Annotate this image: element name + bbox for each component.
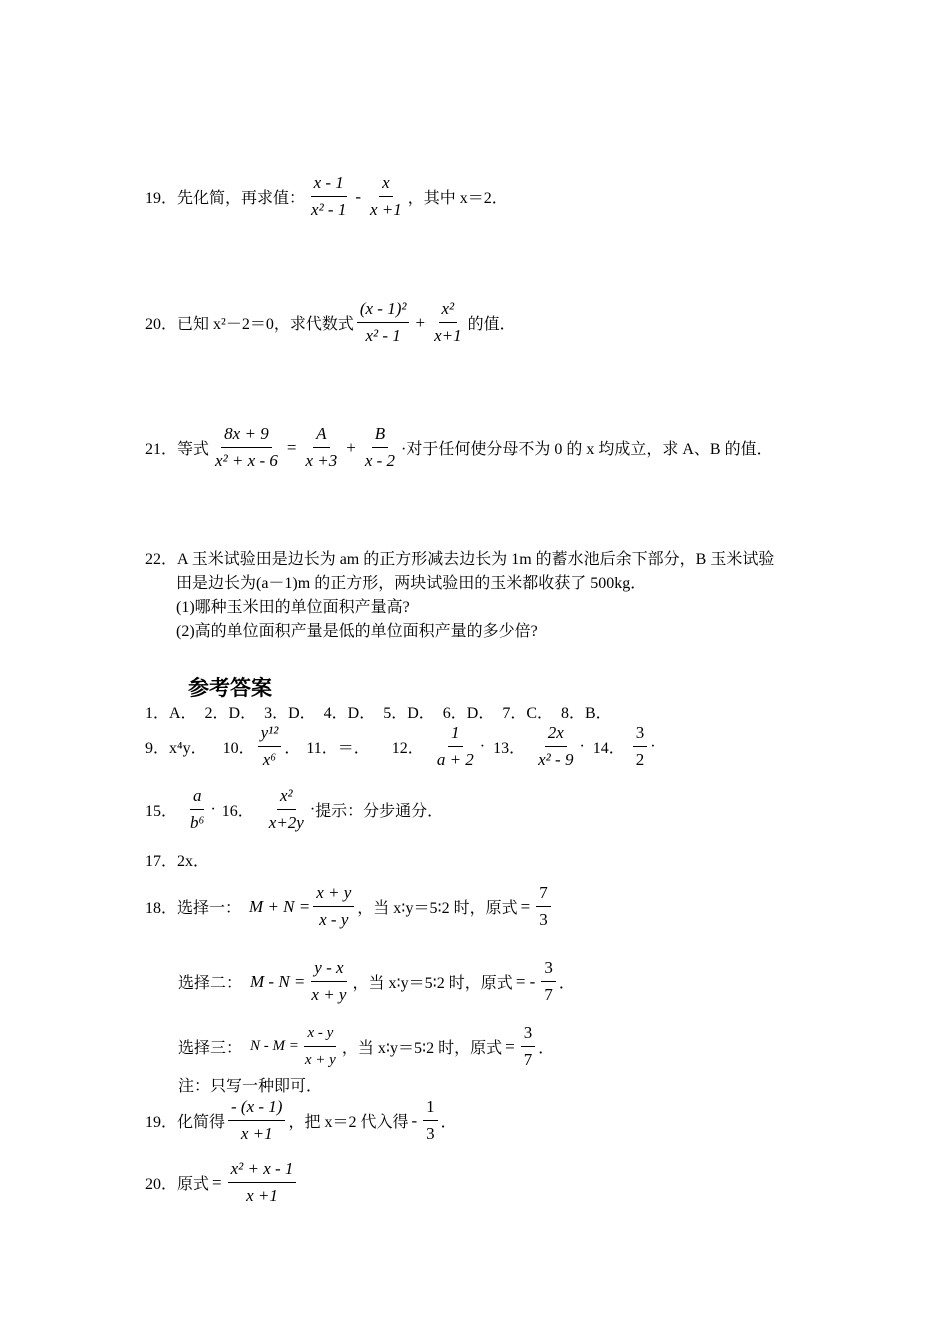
hint-text: 提示：分步通分． [315, 803, 444, 820]
fraction: $\frac{\text{(x - 1)²}}{\text{x² - 1}}$ [357, 298, 410, 347]
choice-label: 选择三： [178, 1040, 243, 1057]
answer-text: 17．2x． [145, 853, 210, 870]
choice-label: 选择二： [178, 975, 243, 992]
note-text: 注：只写一种即可． [178, 1078, 323, 1095]
answer-13: 13． [493, 740, 526, 757]
punct: · [309, 800, 316, 818]
punct: ． [558, 975, 575, 992]
operator: = [505, 1036, 515, 1056]
question-text: ，其中 x＝2． [407, 190, 508, 207]
fraction: $\frac{1}{a + 2}$ [436, 723, 474, 769]
answer-18-choice-3 [178, 1022, 554, 1071]
punct: ． [538, 1040, 555, 1057]
answer-20 [145, 1158, 299, 1207]
fraction: $\frac{7}{3}$ [536, 882, 551, 931]
fraction: $\frac{- (x - 1)}{x +1}$ [228, 1096, 285, 1145]
fraction: $\frac{8x + 9}{\text{x² + x - 6}}$ [215, 424, 278, 470]
operator: - [355, 186, 362, 206]
fraction: $\frac{x}{x +1}$ [370, 173, 402, 219]
question-number: 21． [145, 441, 178, 458]
answer-12: 12． [391, 740, 424, 757]
operator: + [346, 437, 356, 457]
fraction: $\frac{1}{3}$ [423, 1096, 438, 1145]
answers-row-9-14 [145, 722, 656, 771]
question-21 [145, 423, 773, 472]
fraction: $\frac{3}{7}$ [541, 957, 556, 1006]
question-number: 22． [145, 551, 178, 568]
answer-18-choice-1 [145, 882, 554, 931]
punct: · [210, 800, 216, 818]
answer-18: 18． [145, 900, 178, 917]
question-text: 已知 x²－2＝0，求代数式 [177, 316, 354, 333]
choice-label: 选择一： [177, 900, 242, 917]
question-text: 田是边长为(a－1)m 的正方形，两块试验田的玉米都收获了 500kg． [176, 575, 647, 592]
fraction: $\frac{2x}{\text{x² - 9}}$ [538, 723, 574, 769]
fraction: $\frac{3}{7}$ [521, 1022, 536, 1071]
answer-text: 19．化简得 [145, 1114, 226, 1131]
question-number: 20． [145, 316, 178, 333]
fraction: $\frac{B}{x - 2}$ [364, 424, 396, 470]
fraction: $\frac{\text{x² + x - 1}}{x +1}$ [228, 1158, 297, 1207]
fraction: $\frac{y - x}{x + y}$ [311, 958, 347, 1004]
punct: · [579, 737, 585, 755]
question-text: 的值． [467, 316, 516, 333]
punct: · [479, 737, 486, 755]
answer-16: 16． [221, 803, 254, 820]
question-text: 等式 [177, 441, 210, 458]
operator: = [286, 437, 297, 457]
question-subpart: (1)哪种玉米田的单位面积产量高? [176, 599, 410, 616]
punct: ． [440, 1114, 457, 1131]
fraction: $\frac{\text{y¹²}}{\text{x⁶}}$ [258, 722, 282, 771]
condition-text: ，当 x∶y＝5∶2 时，原式 [357, 900, 518, 917]
punct: · [650, 737, 656, 755]
condition-text: ，当 x∶y＝5∶2 时，原式 [352, 975, 513, 992]
question-22 [145, 548, 774, 644]
question-number: 19． [145, 190, 178, 207]
answer-text: ，把 x＝2 代入得 [288, 1114, 409, 1131]
answer-14: 14． [592, 740, 625, 757]
fraction: $\frac{x - y}{x + y}$ [302, 1022, 339, 1071]
operator: = - [515, 971, 536, 991]
fraction: $\frac{\text{x²}}{x+2y}$ [268, 786, 304, 832]
answer-19 [145, 1096, 457, 1145]
answer-10: 10． [222, 740, 255, 757]
answer-11: 11．＝． [306, 740, 370, 757]
question-text: 先化简，再求值： [177, 190, 306, 207]
fraction: $\frac{3}{2}$ [633, 722, 648, 771]
fraction: $\frac{x + y}{x - y}$ [313, 882, 354, 931]
operator: = [212, 1172, 222, 1192]
operator: - [411, 1110, 418, 1130]
answer-text: 1．A． 2．D． 3．D． 4．D． 5．D． 6．D． 7．C． 8．B． [145, 705, 612, 722]
fraction: $\frac{A}{x +3}$ [305, 424, 338, 470]
question-text: A 玉米试验田是边长为 am 的正方形减去边长为 1m 的蓄水池后余下部分，B 玉米试验 [177, 551, 775, 568]
answer-text: 20．原式 [145, 1176, 210, 1193]
answer-15: 15． [145, 803, 178, 820]
operator: = [520, 896, 531, 916]
expression: N - M = [250, 1038, 299, 1054]
answers-heading: 参考答案 [188, 676, 272, 700]
question-20 [145, 298, 516, 347]
answers-row-1-8 [145, 700, 612, 723]
condition-text: ，当 x∶y＝5∶2 时，原式 [341, 1040, 503, 1057]
question-subpart: (2)高的单位面积产量是低的单位面积产量的多少倍? [176, 623, 538, 640]
answer-17 [145, 848, 209, 871]
question-19 [145, 172, 508, 221]
fraction: $\frac{\text{x²}}{x+1}$ [434, 299, 462, 345]
answer-18-note [178, 1073, 322, 1096]
punct: ． [284, 740, 301, 757]
fraction: $\frac{a}{\text{b⁶}}$ [190, 786, 205, 832]
answer-9: 9．x⁴y． [145, 740, 207, 757]
operator: + [415, 312, 426, 332]
answer-18-choice-2 [178, 957, 575, 1006]
question-text: ·对于任何使分母不为 0 的 x 均成立，求 A、B 的值． [401, 441, 773, 458]
fraction: $\frac{x - 1}{\text{x² - 1}}$ [311, 173, 347, 219]
answers-row-15-16 [145, 785, 443, 834]
expression: M - N = [250, 971, 306, 991]
expression: M + N = [249, 896, 311, 916]
